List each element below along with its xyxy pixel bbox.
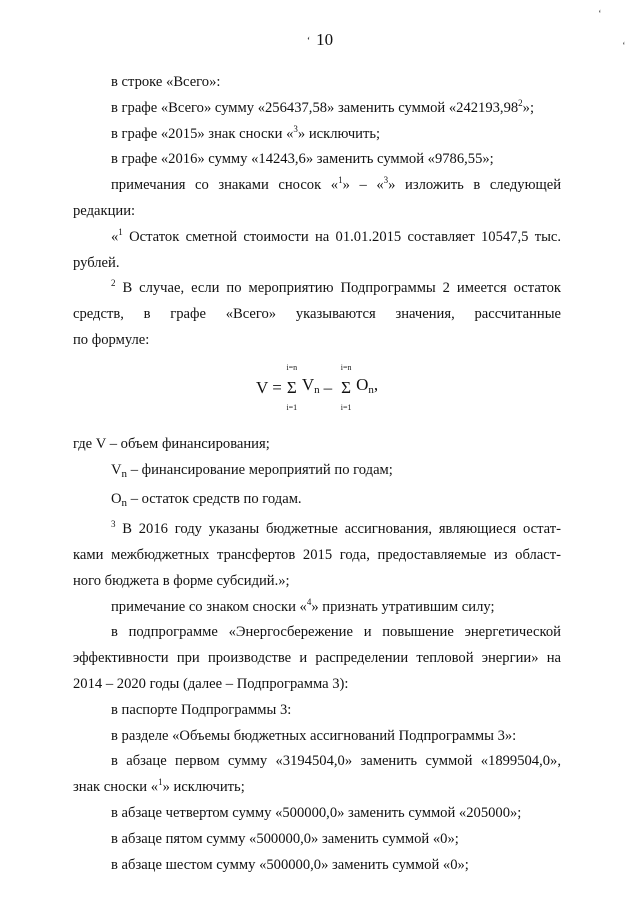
paragraph: редакции: [73, 202, 136, 219]
scan-mark: ‘ [598, 8, 602, 20]
paragraph: в строке «Всего»: [111, 74, 221, 90]
paragraph: $O_n$ – остаток средств по годам. [111, 491, 302, 510]
scan-mark: ‘ [622, 40, 626, 52]
paragraph: в подпрограмме «Энергосбережение и повышение энергетической [111, 624, 561, 641]
paragraph: в графе «2016» сумму «14243,6» заменить суммой «9786,55»; [111, 151, 494, 168]
paragraph: в абзаце четвертом сумму «500000,0» заменить суммой «205000»; [111, 804, 522, 821]
paragraph: в разделе «Объемы бюджетных ассигнований Подпрограммы 3»: [111, 727, 517, 744]
paragraph: ками межбюджетных трансфертов 2015 года, предоставляемые из област- [73, 546, 561, 563]
paragraph: в паспорте Подпрограммы 3: [111, 701, 292, 718]
footnote-text: $^2$ В случае, если по мероприятию Подпрограммы 2 имеется остаток [111, 278, 561, 297]
footnote-text: $^3$ В 2016 году указаны бюджетные ассигнования, являющиеся остат- [111, 519, 561, 538]
paragraph: где V – объем финансирования; [73, 435, 270, 452]
formula: V = i=n Σ i=1 $V_n$ – i=n Σ i=1 $O_n$, [256, 362, 379, 412]
paragraph: ного бюджета в форме субсидий.»; [73, 572, 290, 589]
paragraph: в графе «Всего» сумму «256437,58» заменить суммой «242193,98$^2$»; [111, 97, 535, 116]
paragraph: примечание со знаком сноски «$^4$» признать утратившим силу; [111, 596, 495, 615]
paragraph: рублей. [73, 254, 120, 271]
sum-sign: i=n Σ i=1 [286, 362, 298, 412]
document-body [73, 70, 561, 878]
paragraph: знак сноски «$^1$» исключить; [73, 777, 245, 796]
paragraph: средств, в графе «Всего» указываются значения, рассчитанные [73, 306, 561, 323]
paragraph: в абзаце шестом сумму «500000,0» заменить суммой «0»; [111, 856, 469, 873]
paragraph: в графе «2015» знак сноски «$^3$» исключить; [111, 123, 381, 142]
paragraph: в абзаце пятом сумму «500000,0» заменить суммой «0»; [111, 830, 459, 847]
paragraph: 2014 – 2020 годы (далее – Подпрограмма 3): [73, 675, 349, 692]
scan-mark: ‘ [306, 35, 311, 47]
paragraph: в абзаце первом сумму «3194504,0» заменить суммой «1899504,0», [111, 753, 561, 770]
page-number: ‘ 10 [306, 30, 334, 49]
paragraph: эффективности при производстве и распределении тепловой энергии» на [73, 650, 561, 667]
sum-sign: i=n Σ i=1 [340, 362, 352, 412]
paragraph: $V_n$ – финансирование мероприятий по годам; [111, 461, 393, 480]
paragraph: по формуле: [73, 331, 150, 348]
footnote-text: «$^1$ Остаток сметной стоимости на 01.01.2015 составляет 10547,5 тыс. [111, 226, 561, 245]
paragraph: примечания со знаками сносок «$^1$» – «$^3$» изложить в следующей [111, 175, 562, 194]
